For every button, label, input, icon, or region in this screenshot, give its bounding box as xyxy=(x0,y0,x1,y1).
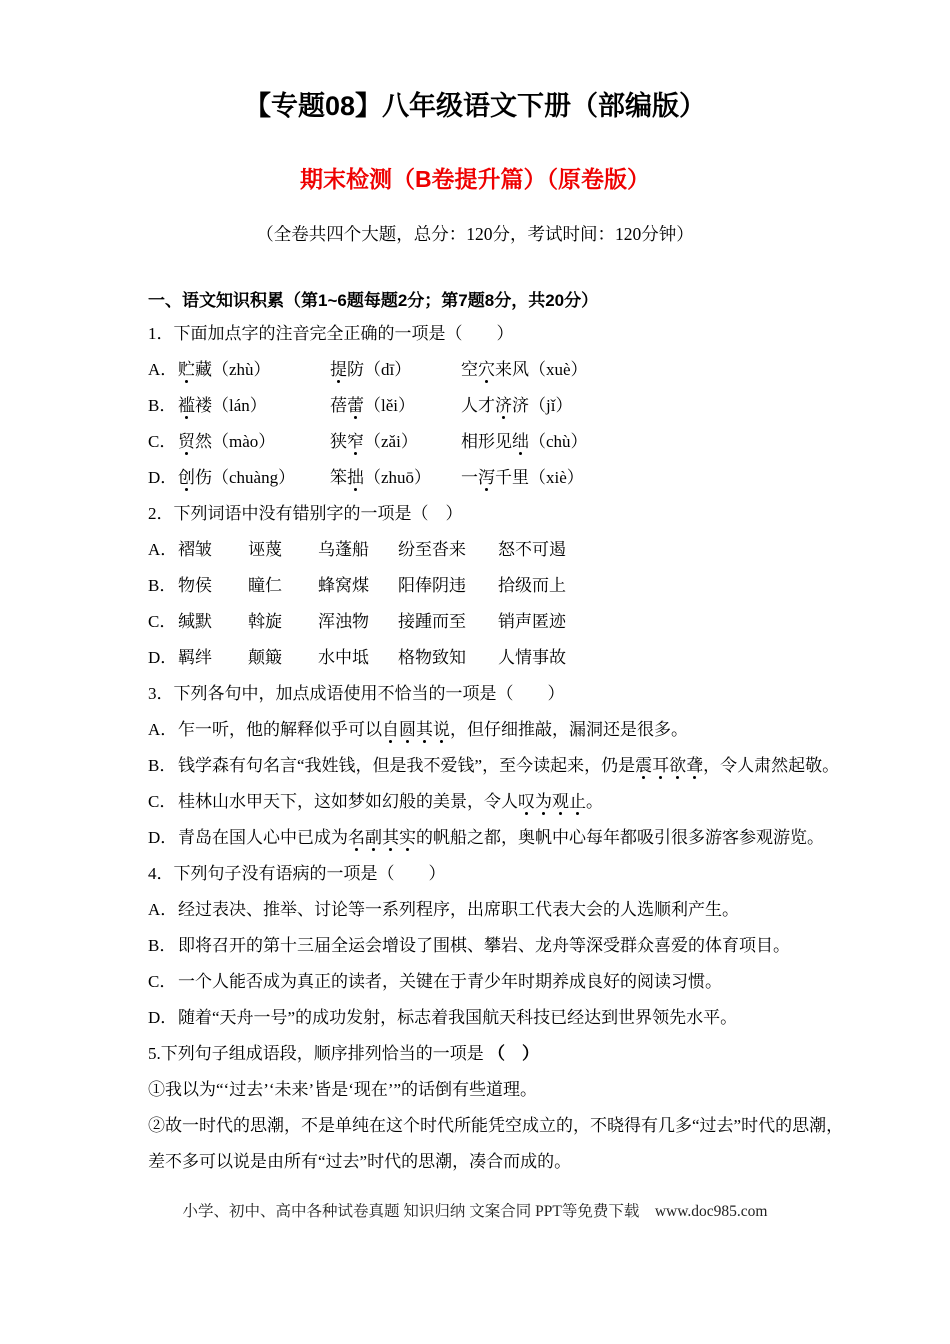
text-segment: 1．下面加点字的注音完全正确的一项是（ ） xyxy=(148,324,514,343)
option-cell xyxy=(248,640,318,676)
option-row xyxy=(148,784,848,820)
option-cell xyxy=(178,532,248,568)
option-label: C． xyxy=(148,612,177,631)
text-segment: （chù） xyxy=(529,432,588,451)
text-segment: 接踵而至 xyxy=(398,612,466,631)
text-segment: 人情事故 xyxy=(498,648,566,667)
emphasized-char: 绌 xyxy=(512,432,529,451)
text-segment: 颠簸 xyxy=(248,648,282,667)
option-cell xyxy=(398,604,498,640)
emphasized-char: 创 xyxy=(178,468,195,487)
emphasized-char: 名 xyxy=(348,828,365,847)
text-segment: 空 xyxy=(461,360,478,379)
option-label: B． xyxy=(148,396,177,415)
emphasized-char: 实 xyxy=(399,828,416,847)
option-cell xyxy=(398,532,498,568)
text-segment: 物侯 xyxy=(178,576,212,595)
text-segment: 人才 xyxy=(461,396,495,415)
footer-text: 小学、初中、高中各种试卷真题 知识归纳 文案合同 PPT等免费下载 www.doc985.com xyxy=(182,1203,768,1220)
question-block xyxy=(148,856,848,1036)
option-cell xyxy=(461,388,572,424)
emphasized-char: 窄 xyxy=(347,432,364,451)
text-segment: 浑浊物 xyxy=(318,612,369,631)
text-segment: 纷至沓来 xyxy=(398,540,466,559)
emphasized-char: 其 xyxy=(382,828,399,847)
option-row xyxy=(148,892,848,928)
option-label: D． xyxy=(148,828,178,847)
text-segment: 桂林山水甲天下，这如梦如幻般的美景，令人 xyxy=(178,792,518,811)
question-stem xyxy=(148,856,848,892)
question-stem xyxy=(148,316,848,352)
question-stem xyxy=(148,1036,848,1072)
option-row xyxy=(148,460,848,496)
option-cell xyxy=(178,604,248,640)
text-segment: 拾级而上 xyxy=(498,576,566,595)
option-cell xyxy=(461,460,584,496)
option-label: D． xyxy=(148,648,178,667)
option-cell xyxy=(330,424,461,460)
option-cell xyxy=(178,424,330,460)
text-segment: 缄默 xyxy=(178,612,212,631)
exam-subtitle: 期末检测（B卷提升篇）（原卷版） xyxy=(299,166,651,192)
option-label: B． xyxy=(148,936,177,955)
option-row xyxy=(148,568,848,604)
option-cell xyxy=(178,460,330,496)
text-segment: （ ） xyxy=(488,1044,539,1063)
option-row xyxy=(148,604,848,640)
option-label: B． xyxy=(148,756,177,775)
option-cell xyxy=(330,352,461,388)
text-segment: 格物致知 xyxy=(398,648,466,667)
text-segment: 钱学森有句名言“我姓钱，但是我不爱钱”，至今读起来，仍是 xyxy=(178,756,636,775)
text-segment: 阳俸阴违 xyxy=(398,576,466,595)
option-cell xyxy=(318,640,398,676)
option-cell xyxy=(178,640,248,676)
text-segment: 诬蔑 xyxy=(248,540,282,559)
option-cell xyxy=(330,460,461,496)
option-row xyxy=(148,532,848,568)
text-segment: 褶皱 xyxy=(178,540,212,559)
emphasized-char: 泻 xyxy=(478,468,495,487)
option-row xyxy=(148,748,848,784)
text-segment: 经过表决、推举、讨论等一系列程序，出席职工代表大会的人选顺利产生。 xyxy=(178,900,739,919)
option-row xyxy=(148,1072,848,1108)
text-segment: ②故一时代的思潮，不是单纯在这个时代所能凭空成立的，不晓得有几多“过去”时代的思潮，差不多可以说是由所有“过去”时代的思潮，凑合而成的。 xyxy=(148,1116,844,1171)
emphasized-char: 副 xyxy=(365,828,382,847)
emphasized-char: 提 xyxy=(330,360,347,379)
option-row xyxy=(148,388,848,424)
option-cell xyxy=(178,568,248,604)
text-segment: 蓓 xyxy=(330,396,347,415)
text-segment: 藏（zhù） xyxy=(195,360,271,379)
option-label: A． xyxy=(148,720,178,739)
text-segment: 4．下列句子没有语病的一项是（ ） xyxy=(148,864,446,883)
text-segment: 。 xyxy=(586,792,603,811)
emphasized-char: 叹 xyxy=(518,792,535,811)
option-row xyxy=(148,424,848,460)
option-row xyxy=(148,820,848,856)
emphasized-char: 拙 xyxy=(347,468,364,487)
question-block xyxy=(148,676,848,856)
text-segment: 一 xyxy=(461,468,478,487)
text-segment: 狭 xyxy=(330,432,347,451)
exam-body xyxy=(0,248,950,1180)
questions-container xyxy=(148,316,848,1180)
option-row xyxy=(148,1108,848,1180)
option-row xyxy=(148,352,848,388)
text-segment: ，但仔细推敲，漏洞还是很多。 xyxy=(450,720,688,739)
option-row xyxy=(148,712,848,748)
option-cell xyxy=(318,604,398,640)
option-cell xyxy=(398,568,498,604)
text-segment: （lěi） xyxy=(364,396,415,415)
option-cell xyxy=(498,532,566,568)
option-row xyxy=(148,928,848,964)
option-label: A． xyxy=(148,900,178,919)
option-label: D． xyxy=(148,468,178,487)
option-label: C． xyxy=(148,792,177,811)
text-segment: 怒不可遏 xyxy=(498,540,566,559)
text-segment: 乍一听，他的解释似乎可以 xyxy=(178,720,382,739)
option-cell xyxy=(318,532,398,568)
emphasized-char: 穴 xyxy=(478,360,495,379)
text-segment: 5.下列句子组成语段，顺序排列恰当的一项是 xyxy=(148,1044,488,1063)
text-segment: （zhuō） xyxy=(364,468,432,487)
emphasized-char: 其 xyxy=(416,720,433,739)
option-label: A． xyxy=(148,360,178,379)
section-header: 一、语文知识积累（第1~6题每题2分；第7题8分，共20分） xyxy=(148,291,599,310)
option-cell xyxy=(248,532,318,568)
option-cell xyxy=(248,568,318,604)
option-label: C． xyxy=(148,972,177,991)
question-stem xyxy=(148,676,848,712)
emphasized-char: 耳 xyxy=(652,756,670,775)
option-cell xyxy=(330,388,461,424)
option-label: B． xyxy=(148,576,177,595)
question-stem xyxy=(148,496,848,532)
emphasized-char: 聋 xyxy=(686,756,704,775)
text-segment: 3．下列各句中，加点成语使用不恰当的一项是（ ） xyxy=(148,684,565,703)
text-segment: 蜂窝煤 xyxy=(318,576,369,595)
text-segment: （zǎi） xyxy=(364,432,418,451)
text-segment: 销声匿迹 xyxy=(498,612,566,631)
text-segment: 然（mào） xyxy=(195,432,276,451)
option-cell xyxy=(248,604,318,640)
option-row xyxy=(148,640,848,676)
emphasized-char: 止 xyxy=(569,792,586,811)
emphasized-char: 观 xyxy=(552,792,569,811)
text-segment: 2．下列词语中没有错别字的一项是（ ） xyxy=(148,504,463,523)
option-row xyxy=(148,964,848,1000)
option-cell xyxy=(178,388,330,424)
option-cell xyxy=(498,604,566,640)
text-segment: 一个人能否成为真正的读者，关键在于青少年时期养成良好的阅读习惯。 xyxy=(178,972,722,991)
option-cell xyxy=(461,352,588,388)
text-segment: 防（dī） xyxy=(347,360,412,379)
text-segment: 瞳仁 xyxy=(248,576,282,595)
option-label: C． xyxy=(148,432,177,451)
text-segment: ①我以为“‘过去’‘未来’皆是‘现在’”的话倒有些道理。 xyxy=(148,1080,538,1099)
emphasized-char: 贸 xyxy=(178,432,195,451)
emphasized-char: 济 xyxy=(495,396,512,415)
text-segment: 即将召开的第十三届全运会增设了围棋、攀岩、龙舟等深受群众喜爱的体育项目。 xyxy=(178,936,790,955)
text-segment: 随着“天舟一号”的成功发射，标志着我国航天科技已经达到世界领先水平。 xyxy=(178,1008,738,1027)
emphasized-char: 欲 xyxy=(669,756,687,775)
option-label: D． xyxy=(148,1008,178,1027)
text-segment: 青岛在国人心中已成为 xyxy=(178,828,348,847)
text-segment: 千里（xiè） xyxy=(495,468,584,487)
option-cell xyxy=(318,568,398,604)
option-cell xyxy=(398,640,498,676)
text-segment: 乌蓬船 xyxy=(318,540,369,559)
option-cell xyxy=(498,568,566,604)
emphasized-char: 蕾 xyxy=(347,396,364,415)
text-segment: 济（jǐ） xyxy=(512,396,573,415)
document-header xyxy=(0,0,950,248)
question-block xyxy=(148,1036,848,1180)
emphasized-char: 为 xyxy=(535,792,552,811)
text-segment: 笨 xyxy=(330,468,347,487)
page-title: 【专题08】八年级语文下册（部编版） xyxy=(243,91,707,121)
question-block xyxy=(148,496,848,676)
emphasized-char: 圆 xyxy=(399,720,416,739)
emphasized-char: 褴 xyxy=(178,396,195,415)
text-segment: 水中坻 xyxy=(318,648,369,667)
emphasized-char: 自 xyxy=(382,720,399,739)
text-segment: 羁绊 xyxy=(178,648,212,667)
exam-info: （全卷共四个大题，总分：120分，考试时间：120分钟） xyxy=(256,224,694,244)
text-segment: 褛（lán） xyxy=(195,396,267,415)
question-block xyxy=(148,316,848,496)
text-segment: ，令人肃然起敬。 xyxy=(703,756,840,775)
option-label: A． xyxy=(148,540,178,559)
text-segment: 相形见 xyxy=(461,432,512,451)
option-row xyxy=(148,1000,848,1036)
option-cell xyxy=(178,352,330,388)
text-segment: 来风（xuè） xyxy=(495,360,588,379)
emphasized-char: 震 xyxy=(635,756,653,775)
emphasized-char: 说 xyxy=(433,720,450,739)
text-segment: 的帆船之都，奥帆中心每年都吸引很多游客参观游览。 xyxy=(416,828,824,847)
text-segment: 斡旋 xyxy=(248,612,282,631)
option-cell xyxy=(461,424,588,460)
option-cell xyxy=(498,640,566,676)
text-segment: 伤（chuàng） xyxy=(195,468,296,487)
emphasized-char: 贮 xyxy=(178,360,195,379)
